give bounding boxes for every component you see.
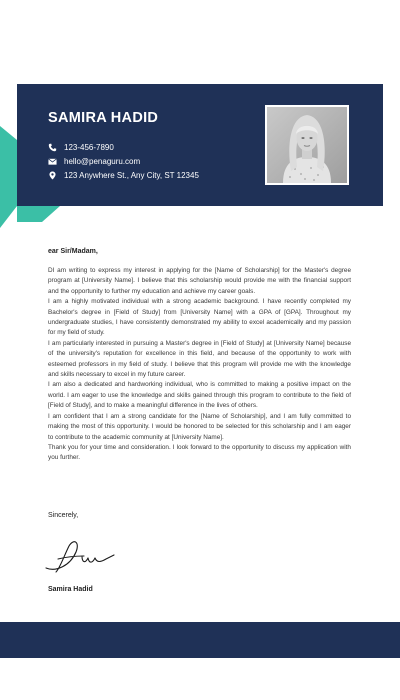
contact-address (48, 169, 199, 181)
paragraph-6: Thank you for your time and consideration. I look forward to the opportunity to discuss my application with you further. (48, 443, 351, 462)
profile-photo (265, 105, 349, 185)
envelope-icon (48, 157, 57, 166)
phone-text: 123-456-7890 (64, 142, 114, 152)
letter-body (48, 248, 351, 464)
email-text: hello@penaguru.com (64, 156, 141, 166)
paragraph-2: I am a highly motivated individual with a strong academic background. I have recently completed my Bachelor's degree in [Field of Study] from [University Name] with a GPA of [GPA]. Throughout my undergraduate studies, I have consistently demonstrated my ability to excel academically and my passion for my field of study. (48, 298, 351, 337)
phone-icon (48, 143, 57, 152)
signer-name: Samira Hadid (48, 586, 93, 593)
contact-phone (48, 141, 114, 153)
footer-band (0, 622, 400, 658)
closing: Sincerely, (48, 512, 79, 519)
location-pin-icon (48, 171, 57, 180)
address-text: 123 Anywhere St., Any City, ST 12345 (64, 170, 199, 180)
salutation: ear Sir/Madam, (48, 248, 98, 255)
signature (40, 532, 120, 576)
paragraph-1: DI am writing to express my interest in applying for the [Name of Scholarship] for the Master's degree program at [University Name]. I believe that this scholarship would provide me with the financial support and the opportunity to further my education and achieve my career goals. (48, 267, 351, 295)
applicant-name: SAMIRA HADID (48, 110, 159, 126)
header-band (17, 84, 383, 206)
contact-email (48, 155, 140, 167)
paragraph-5: I am confident that I am a strong candidate for the [Name of Scholarship], and I am fully committed to making the most of this opportunity. I would be honored to be selected for this scholarship and I am eager to contribute to the academic community at [University Name]. (48, 412, 351, 441)
paragraph-4: I am also a dedicated and hardworking individual, who is committed to making a positive impact on the world. I am eager to use the knowledge and skills gained through this program to contribute to the field of [Field of Study], and to make a meaningful difference in the lives of others. (48, 381, 351, 410)
paragraph-3: I am particularly interested in pursuing a Master's degree in [Field of Study] at [University Name] because of the university's reputation for excellence in this field, and because of the opportunity to work with esteemed professors in my field of study. I believe that this program will provide me with the knowledge and skills necessary to excel in my future career. (48, 339, 351, 379)
